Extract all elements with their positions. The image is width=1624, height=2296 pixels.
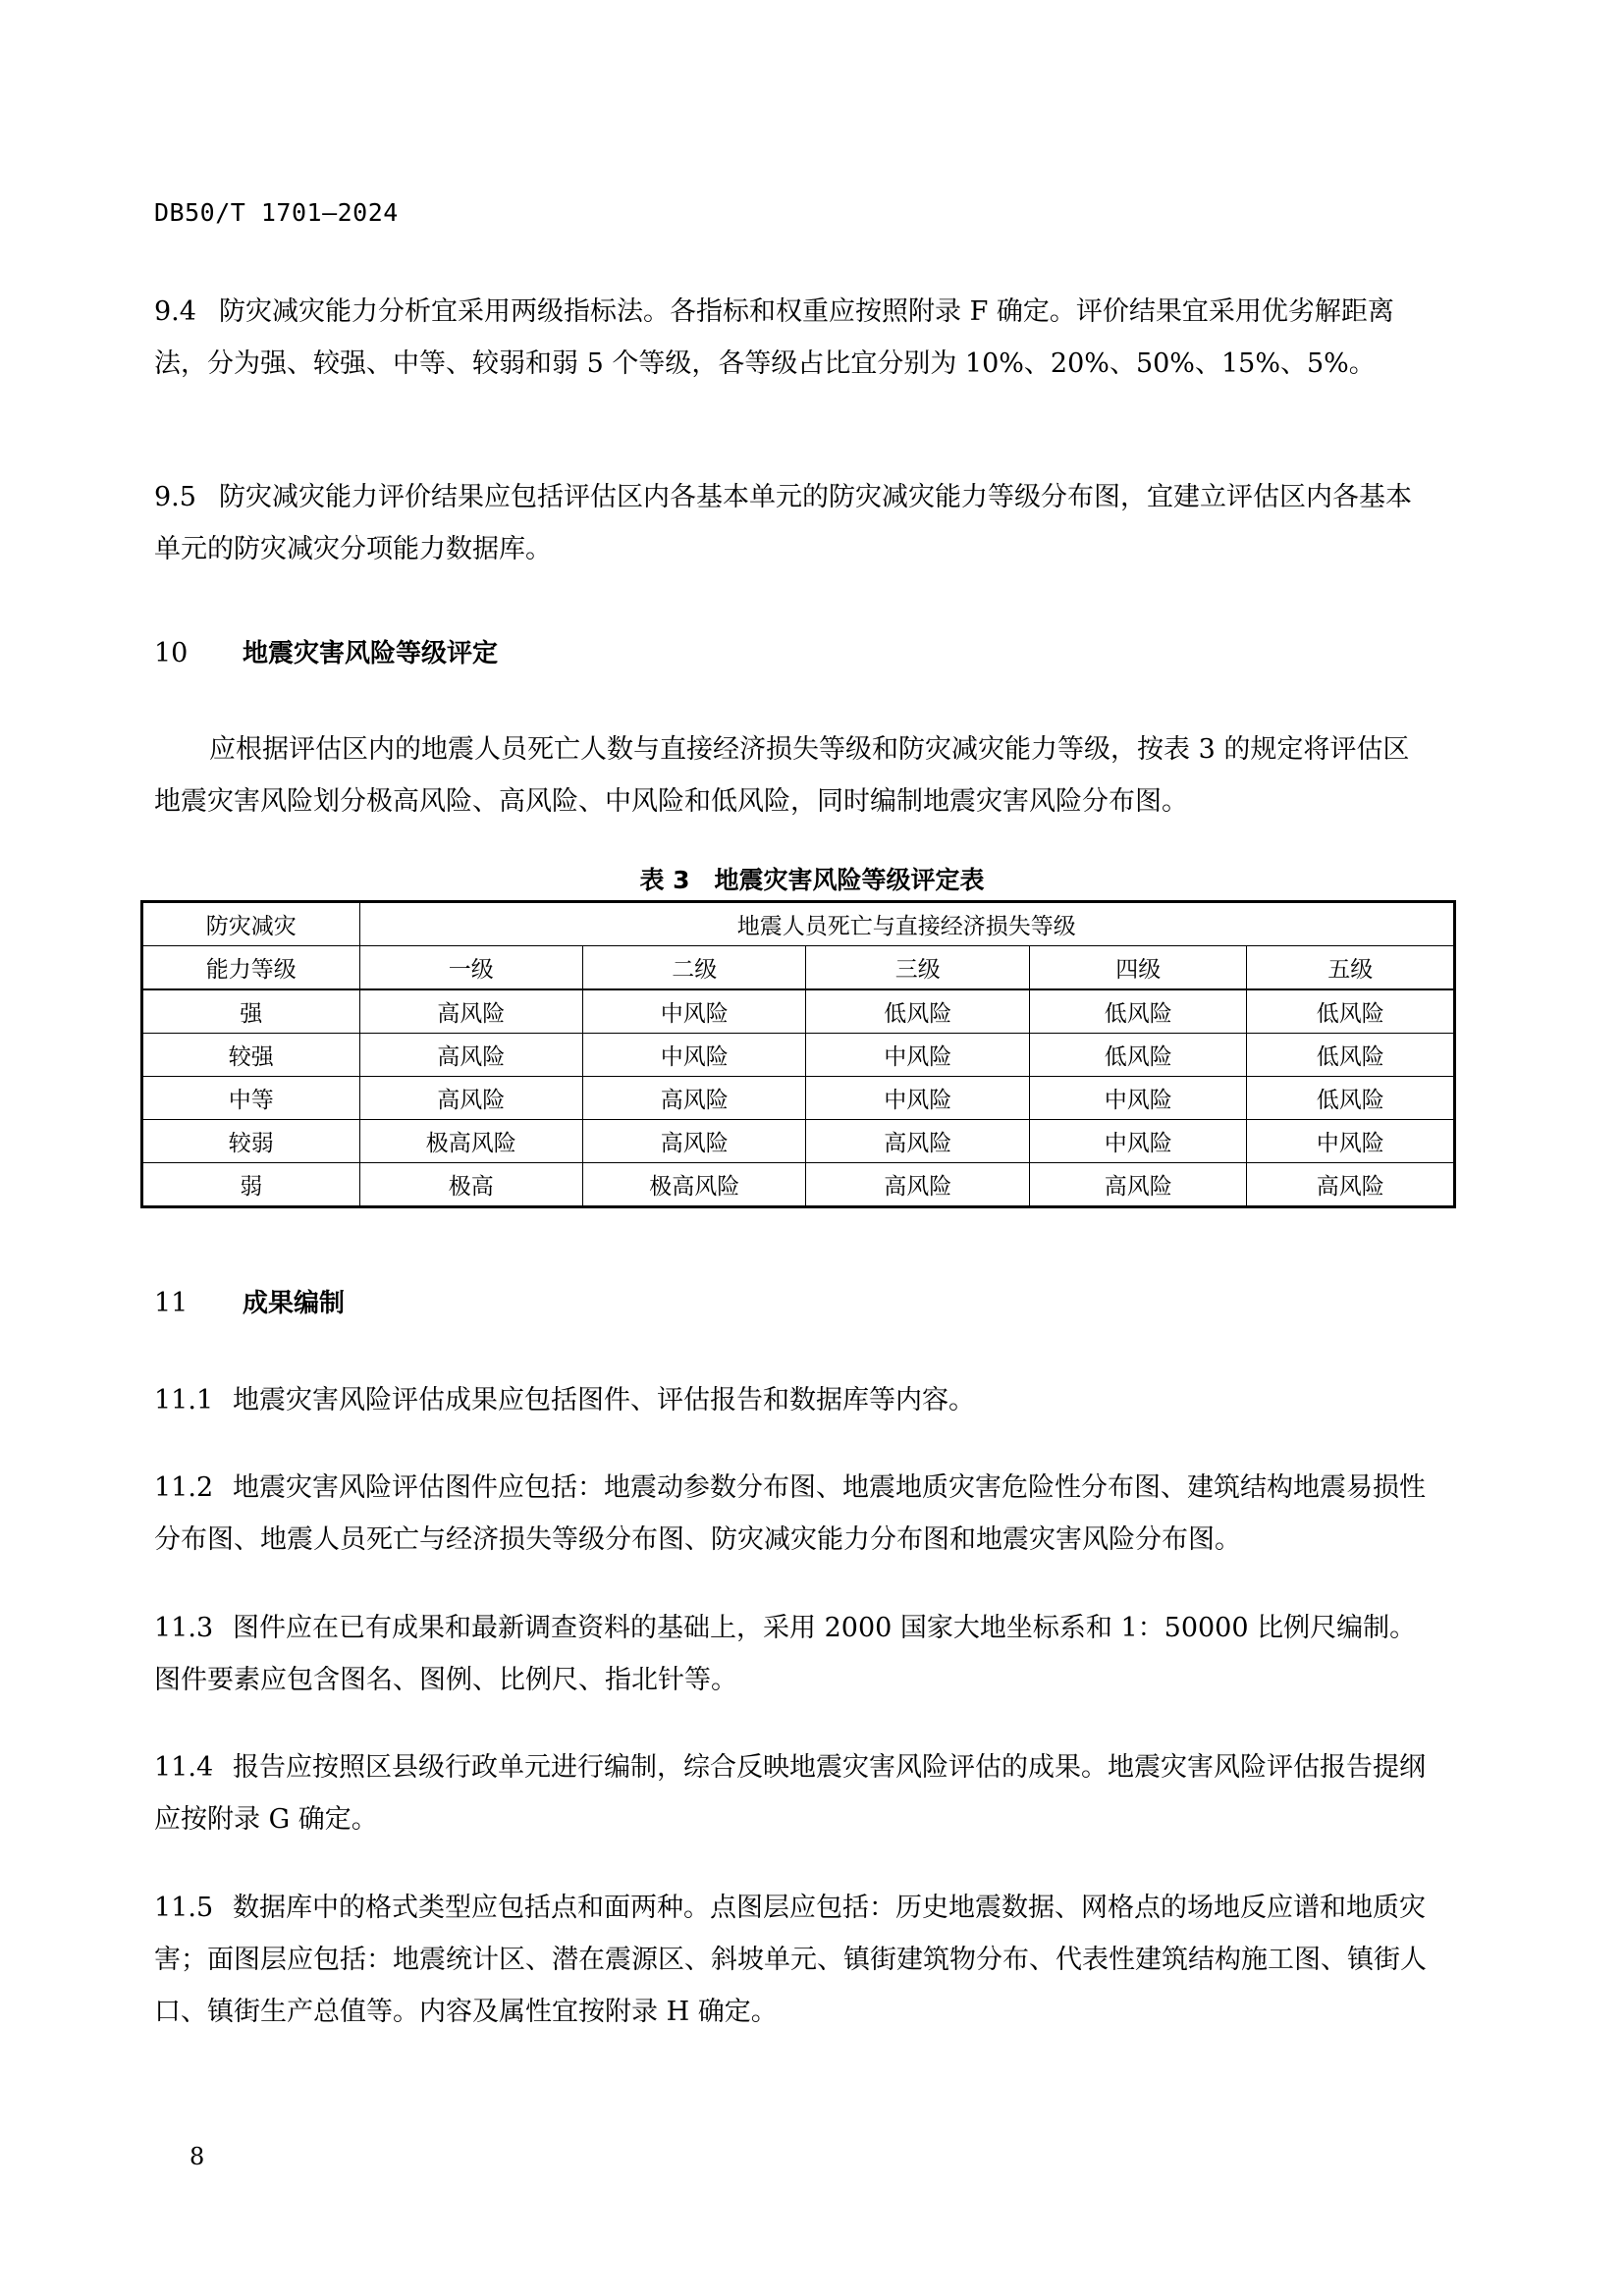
clause-number: 9.5	[154, 482, 196, 512]
row-label: 中等	[142, 1077, 360, 1120]
section-number: 11	[154, 1288, 189, 1318]
table-row	[142, 989, 1455, 1034]
clause-11-5	[154, 1882, 1429, 2038]
table-caption: 表 3 地震灾害风险等级评定表	[639, 866, 985, 894]
row-header-cell: 防灾减灾	[142, 902, 360, 946]
table-cell: 高风险	[1247, 1163, 1455, 1207]
clause-text: 防灾减灾能力分析宜采用两级指标法。各指标和权重应按照附录 F 确定。评价结果宜采用优劣解距离法，分为强、较强、中等、较弱和弱 5 个等级，各等级占比宜分别为 10%、20%、50%、15%、5%。	[154, 296, 1394, 379]
column-header: 五级	[1247, 946, 1455, 990]
clause-number: 11.3	[154, 1613, 214, 1643]
clause-9-5	[154, 471, 1429, 575]
table-cell: 高风险	[359, 1034, 582, 1077]
table-cell: 中风险	[1029, 1120, 1247, 1163]
table-cell: 低风险	[1247, 1034, 1455, 1077]
clause-11-3	[154, 1602, 1429, 1706]
clause-number: 11.2	[154, 1472, 214, 1503]
clause-9-4	[154, 286, 1429, 390]
table-cell: 中风险	[582, 1034, 805, 1077]
table-cell: 高风险	[582, 1077, 805, 1120]
clause-number: 9.4	[154, 296, 196, 327]
table-cell: 低风险	[1247, 989, 1455, 1034]
table-cell: 高风险	[806, 1163, 1029, 1207]
row-label: 较弱	[142, 1120, 360, 1163]
column-header: 一级	[359, 946, 582, 990]
row-header-cell: 能力等级	[142, 946, 360, 990]
row-label: 强	[142, 989, 360, 1034]
table-cell: 中风险	[1247, 1120, 1455, 1163]
table-row	[142, 1077, 1455, 1120]
table-cell: 高风险	[359, 989, 582, 1034]
group-header-cell: 地震人员死亡与直接经济损失等级	[359, 902, 1455, 946]
clause-number: 11.4	[154, 1752, 214, 1783]
clause-text: 地震灾害风险评估图件应包括：地震动参数分布图、地震地质灾害危险性分布图、建筑结构地震易损性分布图、地震人员死亡与经济损失等级分布图、防灾减灾能力分布图和地震灾害风险分布图。	[154, 1472, 1426, 1555]
section-title: 成果编制	[243, 1289, 346, 1318]
column-header: 四级	[1029, 946, 1247, 990]
clause-11-4	[154, 1741, 1429, 1845]
section-title: 地震灾害风险等级评定	[243, 639, 499, 668]
table-cell: 中风险	[806, 1034, 1029, 1077]
table-cell: 高风险	[359, 1077, 582, 1120]
clause-text: 图件应在已有成果和最新调查资料的基础上，采用 2000 国家大地坐标系和 1：50000 比例尺编制。图件要素应包含图名、图例、比例尺、指北针等。	[154, 1613, 1417, 1695]
risk-level-table	[140, 900, 1456, 1208]
table-cell: 低风险	[1029, 1034, 1247, 1077]
section-number: 10	[154, 638, 189, 668]
document-id-header: DB50/T 1701—2024	[154, 198, 399, 227]
table-cell: 低风险	[806, 989, 1029, 1034]
table-cell: 低风险	[1247, 1077, 1455, 1120]
clause-number: 11.1	[154, 1385, 214, 1415]
table-cell: 中风险	[582, 989, 805, 1034]
table-cell: 中风险	[1029, 1077, 1247, 1120]
column-header: 二级	[582, 946, 805, 990]
table-cell: 高风险	[1029, 1163, 1247, 1207]
clause-11-2	[154, 1462, 1429, 1566]
table-cell: 极高风险	[582, 1163, 805, 1207]
clause-text: 防灾减灾能力评价结果应包括评估区内各基本单元的防灾减灾能力等级分布图，宜建立评估区内各基本单元的防灾减灾分项能力数据库。	[154, 482, 1412, 564]
table-cell: 中风险	[806, 1077, 1029, 1120]
row-label: 较强	[142, 1034, 360, 1077]
table-row	[142, 1163, 1455, 1207]
table-row	[142, 1034, 1455, 1077]
section-10-body: 应根据评估区内的地震人员死亡人数与直接经济损失等级和防灾减灾能力等级，按表 3 的规定将评估区地震灾害风险划分极高风险、高风险、中风险和低风险，同时编制地震灾害风险分布图。	[154, 734, 1410, 817]
table-cell: 高风险	[582, 1120, 805, 1163]
clause-text: 地震灾害风险评估成果应包括图件、评估报告和数据库等内容。	[233, 1385, 975, 1415]
column-header: 三级	[806, 946, 1029, 990]
page-number: 8	[189, 2143, 205, 2170]
table-cell: 极高风险	[359, 1120, 582, 1163]
clause-text: 报告应按照区县级行政单元进行编制，综合反映地震灾害风险评估的成果。地震灾害风险评估报告提纲应按附录 G 确定。	[154, 1752, 1426, 1835]
clause-11-1	[154, 1374, 1429, 1426]
clause-text: 数据库中的格式类型应包括点和面两种。点图层应包括：历史地震数据、网格点的场地反应谱和地质灾害；面图层应包括：地震统计区、潜在震源区、斜坡单元、镇街建筑物分布、代表性建筑结构施工图、镇街人口、镇街生产总值等。内容及属性宜按附录 H 确定。	[154, 1893, 1427, 2027]
row-label: 弱	[142, 1163, 360, 1207]
table-cell: 高风险	[806, 1120, 1029, 1163]
table-row	[142, 1120, 1455, 1163]
table-cell: 低风险	[1029, 989, 1247, 1034]
table-cell: 极高	[359, 1163, 582, 1207]
section-10-heading	[154, 633, 498, 669]
clause-number: 11.5	[154, 1893, 214, 1923]
section-11-heading	[154, 1283, 345, 1319]
